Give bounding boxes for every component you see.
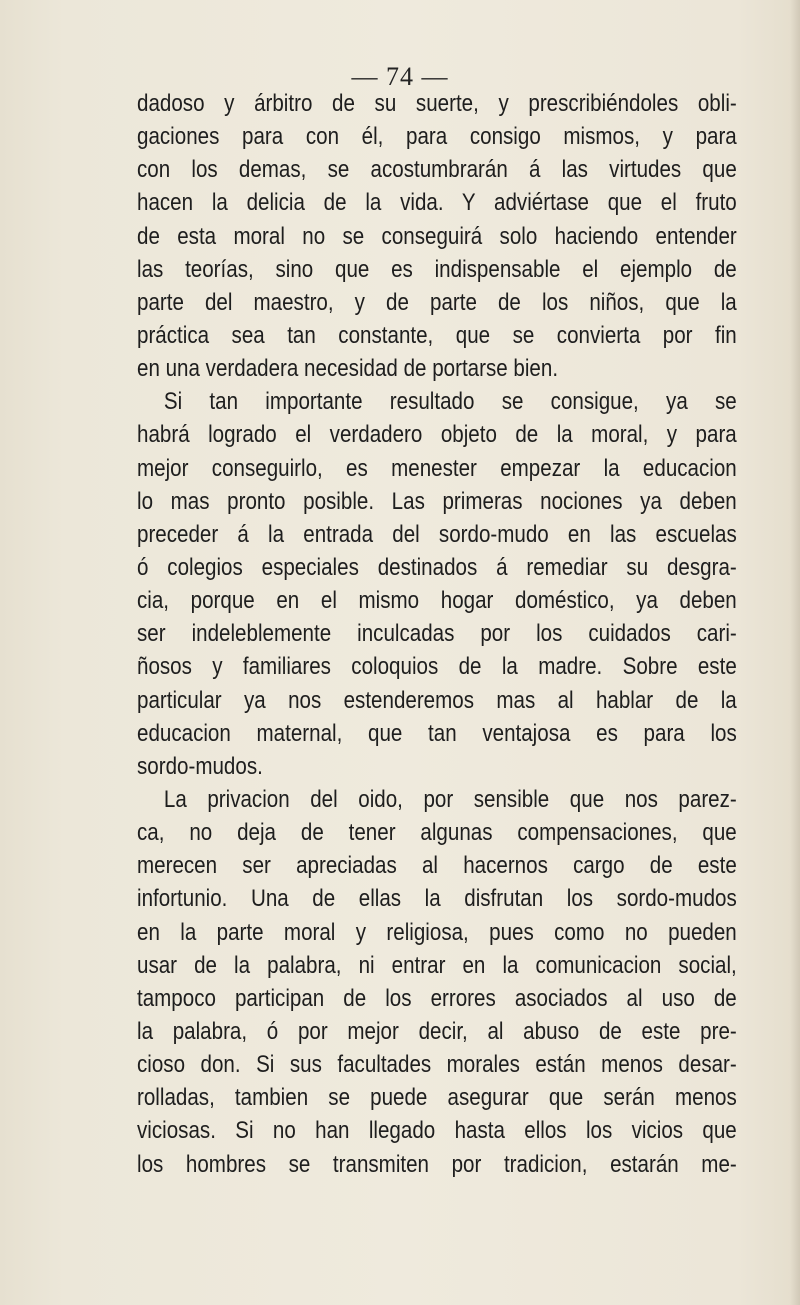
text-line: dadoso y árbitro de su suerte, y prescribiéndoles obli- — [137, 90, 737, 117]
paragraph-last-line: sordo-mudos. — [137, 752, 263, 780]
text-line: usar de la palabra, ni entrar en la comunicacion social, — [137, 951, 737, 979]
page-number-header: — 74 — — [351, 62, 449, 91]
paragraph-first-line: La privacion del oido, por sensible que nos parez- — [163, 785, 737, 813]
text-line: ñosos y familiares coloquios de la madre. Sobre este — [137, 653, 737, 681]
paragraph-first-line: Si tan importante resultado se consigue, ya se — [163, 388, 737, 416]
page-edge-shadow — [790, 0, 800, 1305]
text-line: en la parte moral y religiosa, pues como no pueden — [137, 918, 737, 946]
text-line: infortunio. Una de ellas la disfrutan los sordo-mudos — [137, 885, 737, 913]
text-line: la palabra, ó por mejor decir, al abuso de este pre- — [137, 1017, 737, 1045]
text-line: práctica sea tan constante, que se convierta por fin — [137, 321, 737, 349]
text-line: con los demas, se acostumbrarán á las virtudes que — [137, 156, 737, 184]
text-line: gaciones para con él, para consigo mismos, y para — [137, 123, 737, 151]
text-line: viciosas. Si no han llegado hasta ellos los vicios que — [137, 1117, 737, 1145]
text-line: parte del maestro, y de parte de los niños, que la — [137, 288, 737, 316]
text-line: particular ya nos estenderemos mas al hablar de la — [137, 686, 737, 714]
text-line: educacion maternal, que tan ventajosa es para los — [137, 719, 737, 747]
text-line: habrá logrado el verdadero objeto de la moral, y para — [137, 421, 737, 449]
text-line: hacen la delicia de la vida. Y adviértase que el fruto — [137, 189, 737, 217]
text-line: ca, no deja de tener algunas compensaciones, que — [137, 819, 737, 847]
text-line: ó colegios especiales destinados á remediar su desgra- — [137, 553, 737, 581]
text-line: cioso don. Si sus facultades morales están menos desar- — [137, 1051, 737, 1079]
text-line: de esta moral no se conseguirá solo haciendo entender — [137, 222, 737, 250]
text-line: merecen ser apreciadas al hacernos cargo de este — [137, 852, 737, 880]
text-line: rolladas, tambien se puede asegurar que serán menos — [137, 1084, 737, 1112]
text-line: lo mas pronto posible. Las primeras nociones ya deben — [137, 487, 737, 515]
text-line: mejor conseguirlo, es menester empezar la educacion — [137, 454, 737, 482]
text-line: los hombres se transmiten por tradicion, estarán me- — [137, 1150, 737, 1178]
text-line: cia, porque en el mismo hogar doméstico, ya deben — [137, 587, 737, 615]
text-line: las teorías, sino que es indispensable el ejemplo de — [137, 255, 737, 283]
text-line: ser indeleblemente inculcadas por los cuidados cari- — [137, 620, 737, 648]
text-line: tampoco participan de los errores asociados al uso de — [137, 984, 737, 1012]
body-text — [137, 87, 737, 1181]
paragraph-last-line: en una verdadera necesidad de portarse bien. — [137, 355, 559, 383]
text-line: preceder á la entrada del sordo-mudo en las escuelas — [137, 520, 737, 548]
